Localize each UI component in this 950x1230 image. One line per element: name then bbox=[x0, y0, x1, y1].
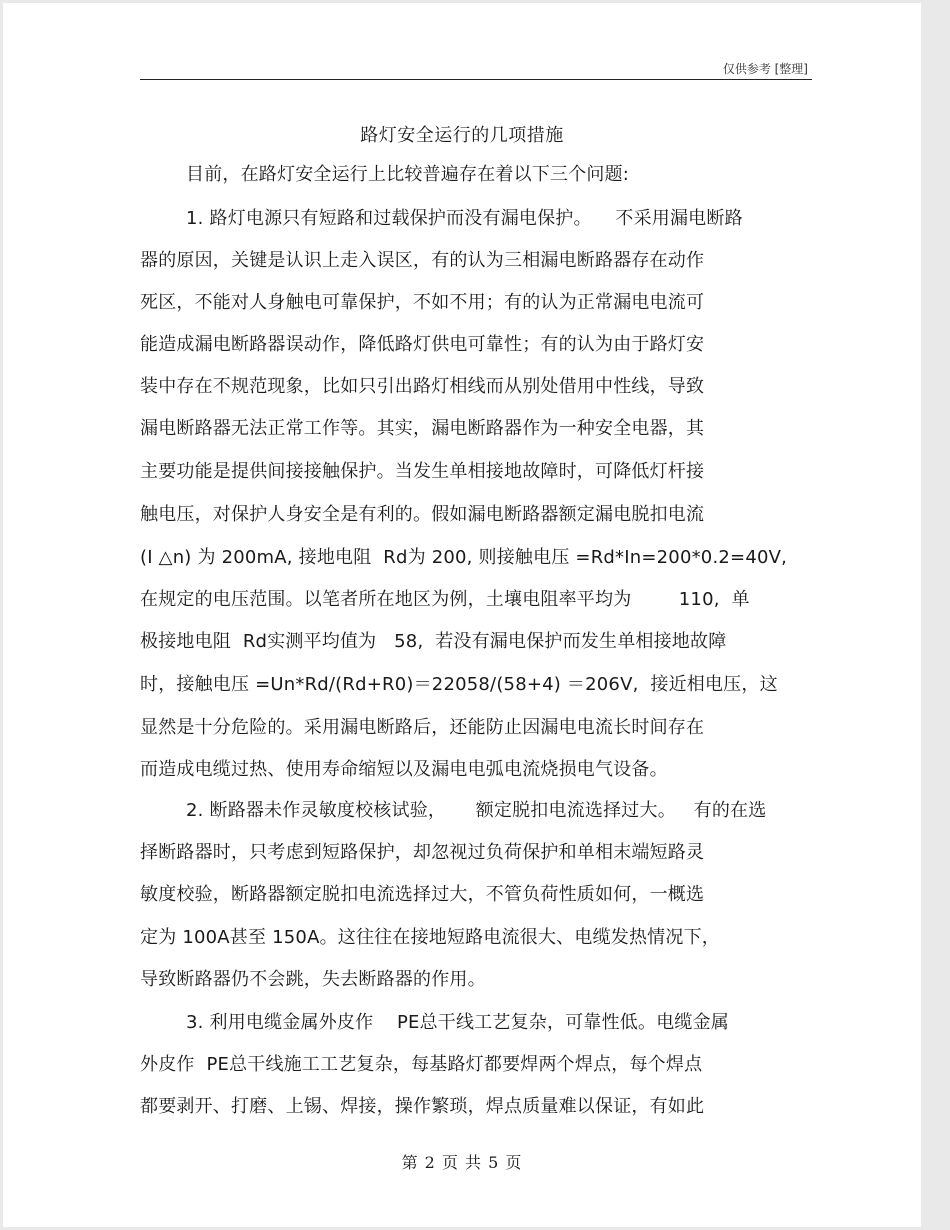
paragraph-line: 时，接触电压 =Un*Rd/(Rd+R0)＝22058/(58+4) ＝206V, 接近相电压，这 bbox=[140, 674, 778, 695]
paragraph-line: 器的原因，关键是认识上走入误区，有的认为三相漏电断路器存在动作 bbox=[140, 250, 705, 271]
paragraph-line: 死区，不能对人身触电可靠保护，不如不用；有的认为正常漏电电流可 bbox=[140, 292, 705, 313]
paragraph-line: 在规定的电压范围。以笔者所在地区为例，土壤电阻率平均为 110, 单 bbox=[140, 589, 750, 610]
paragraph-line: 显然是十分危险的。采用漏电断路后，还能防止因漏电电流长时间存在 bbox=[140, 717, 705, 738]
paragraph-line: 2. 断路器未作灵敏度校核试验， 额定脱扣电流选择过大。 有的在选 bbox=[186, 800, 767, 821]
paragraph-line: 而造成电缆过热、使用寿命缩短以及漏电电弧电流烧损电气设备。 bbox=[140, 759, 668, 780]
paragraph-line: 都要剥开、打磨、上锡、焊接，操作繁琐，焊点质量难以保证，有如此 bbox=[140, 1096, 705, 1117]
paragraph-line: 目前，在路灯安全运行上比较普遍存在着以下三个问题: bbox=[186, 164, 630, 185]
paragraph-line: 装中存在不规范现象，比如只引出路灯相线而从别处借用中性线，导致 bbox=[140, 376, 705, 397]
paragraph-line: (I △n) 为 200mA, 接地电阻 Rd为 200, 则接触电压 =Rd*In=200*0.2=40V, bbox=[140, 547, 788, 568]
document-title: 路灯安全运行的几项措施 bbox=[360, 125, 564, 146]
page-number: 第 2 页 共 5 页 bbox=[401, 1153, 523, 1172]
header-note: 仅供参考 [整理] bbox=[722, 62, 808, 76]
paragraph-line: 触电压，对保护人身安全是有利的。假如漏电断路器额定漏电脱扣电流 bbox=[140, 504, 705, 525]
paragraph-line: 极接地电阻 Rd实测平均值为 58, 若没有漏电保护而发生单相接地故障 bbox=[140, 631, 727, 652]
paragraph-line: 3. 利用电缆金属外皮作 PE总干线工艺复杂，可靠性低。电缆金属 bbox=[186, 1012, 730, 1033]
paragraph-line: 敏度校验，断路器额定脱扣电流选择过大，不管负荷性质如何，一概选 bbox=[140, 884, 705, 905]
paragraph-line: 导致断路器仍不会跳，失去断路器的作用。 bbox=[140, 969, 486, 990]
paragraph-line: 1. 路灯电源只有短路和过载保护而没有漏电保护。 不采用漏电断路 bbox=[186, 208, 743, 229]
document-page bbox=[3, 3, 921, 1227]
paragraph-line: 外皮作 PE总干线施工工艺复杂，每基路灯都要焊两个焊点，每个焊点 bbox=[140, 1054, 703, 1075]
paragraph-line: 漏电断路器无法正常工作等。其实，漏电断路器作为一种安全电器，其 bbox=[140, 418, 705, 439]
paragraph-line: 定为 100A甚至 150A。这往往在接地短路电流很大、电缆发热情况下， bbox=[140, 927, 720, 948]
paragraph-line: 能造成漏电断路器误动作，降低路灯供电可靠性；有的认为由于路灯安 bbox=[140, 334, 705, 355]
paragraph-line: 主要功能是提供间接接触保护。当发生单相接地故障时，可降低灯杆接 bbox=[140, 461, 705, 482]
paragraph-line: 择断路器时，只考虑到短路保护，却忽视过负荷保护和单相末端短路灵 bbox=[140, 842, 705, 863]
header-divider bbox=[140, 79, 812, 80]
